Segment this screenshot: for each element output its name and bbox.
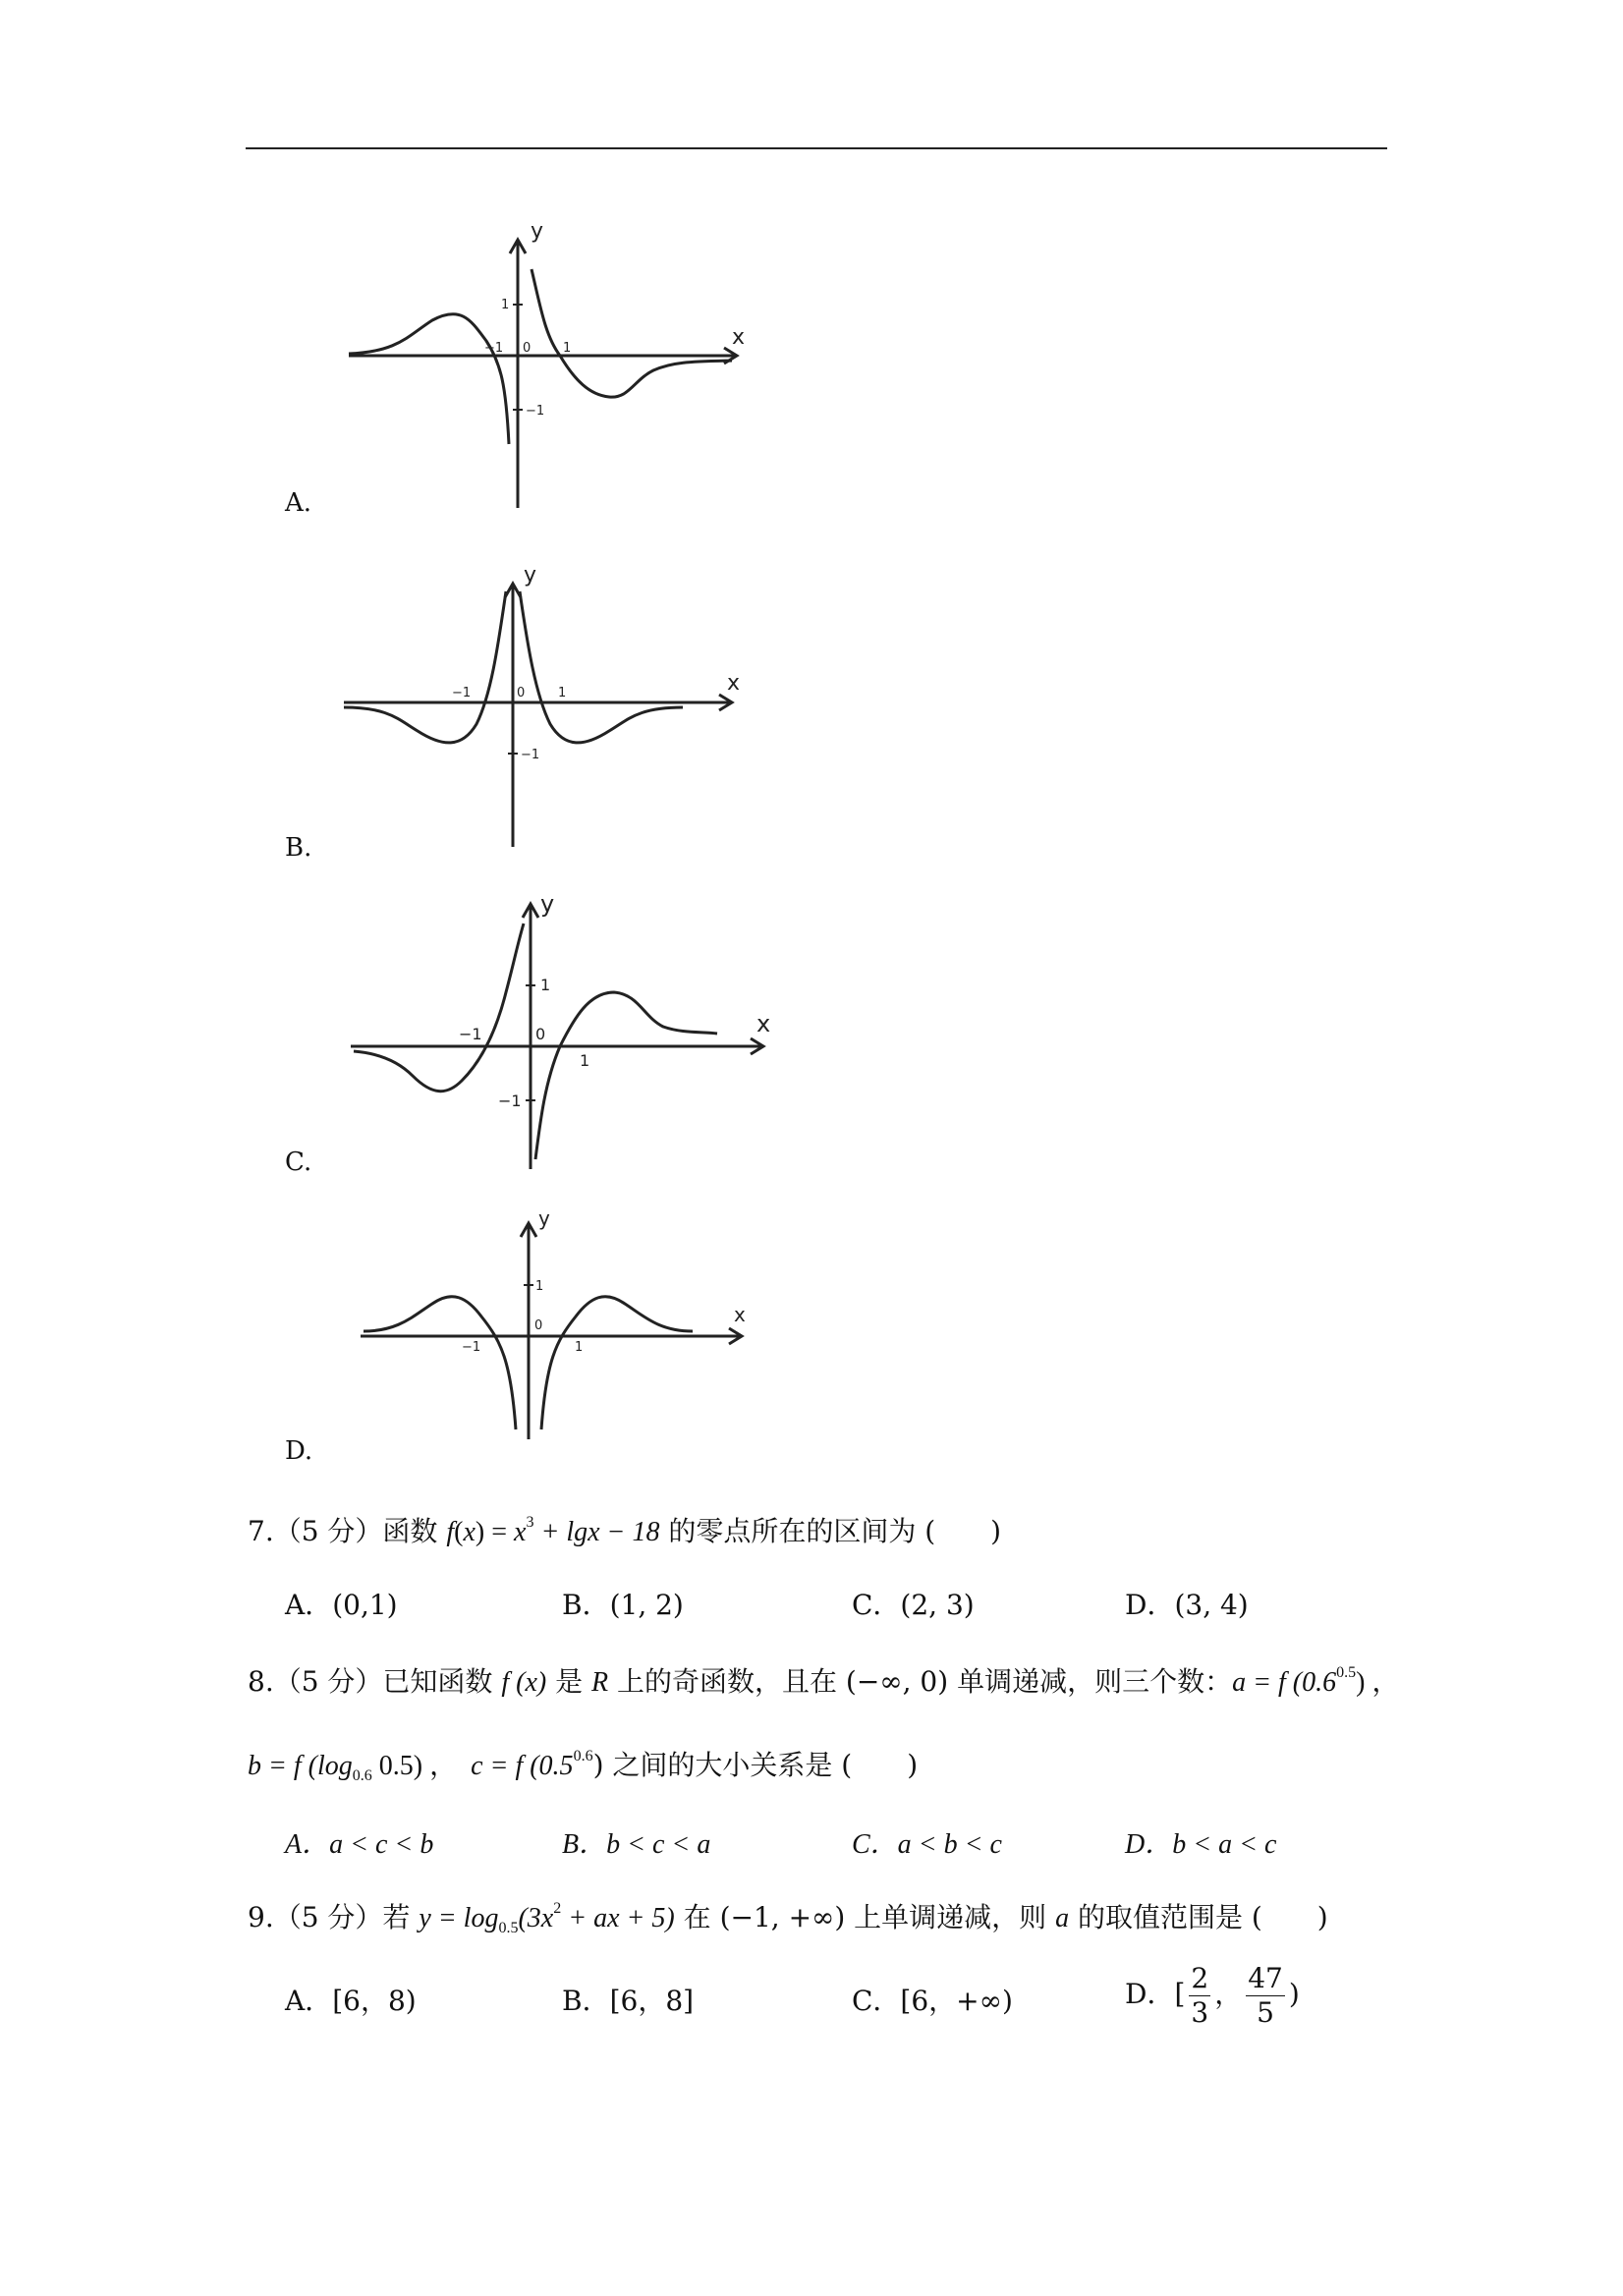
header-rule [246, 147, 1387, 149]
q9-y-def: y = log [419, 1903, 499, 1933]
option-d-label: D. [285, 1436, 313, 1466]
q9-choice-a[interactable]: A．[6，8) [285, 1985, 417, 2017]
q9-choice-d-close: ) [1288, 1978, 1300, 2010]
q9-log-base: 0.5 [498, 1920, 519, 1936]
question-8-line-1 [248, 1660, 1399, 1700]
q8-set-r: R [591, 1667, 609, 1698]
y-axis-label: y [524, 563, 537, 588]
origin-label: 0 [535, 1025, 546, 1043]
origin-label: 0 [517, 686, 526, 700]
tick-neg-one: −1 [462, 1340, 481, 1355]
q8-choice-d[interactable]: D．b < a < c [1125, 1829, 1277, 1860]
tick-neg-one: −1 [484, 341, 504, 356]
q7-choice-b[interactable]: B．(1, 2) [562, 1589, 684, 1621]
x-axis-label: x [734, 1303, 746, 1326]
q7-func: f [446, 1517, 455, 1547]
q8-func: f (x) [501, 1667, 547, 1698]
y-tick-one: 1 [535, 1279, 544, 1294]
q8-b-arg: 0.5) ， [371, 1751, 444, 1781]
q9-exponent: 2 [553, 1900, 562, 1917]
q7-choice-d[interactable]: D．(3, 4) [1125, 1589, 1249, 1621]
y-axis-label: y [540, 890, 555, 918]
q8-choice-c[interactable]: C．a < b < c [852, 1829, 1002, 1860]
tick-one: 1 [575, 1340, 584, 1355]
q7-var: x [463, 1517, 476, 1547]
q9-choice-d-label: D．[ [1125, 1978, 1186, 2010]
question-9 [248, 1896, 1328, 1935]
q8-text: 8.（5 分）已知函数 [248, 1665, 502, 1698]
q8-choice-b[interactable]: B．b < c < a [562, 1829, 711, 1860]
tick-one: 1 [558, 686, 567, 700]
y-tick-one: 1 [501, 298, 510, 312]
graph-option-a [339, 218, 752, 513]
tick-neg-one: −1 [452, 686, 472, 700]
q7-x: x [514, 1517, 527, 1547]
q8-c-def: c = f (0.5 [471, 1751, 574, 1781]
q9-text: 在 (−1, +∞) 上单调递减，则 [674, 1901, 1056, 1933]
y-tick-neg-one: −1 [498, 1092, 522, 1110]
graph-option-d [339, 1204, 771, 1449]
q8-text: 是 [546, 1665, 592, 1698]
q9-choice-d[interactable] [1125, 1962, 1300, 2030]
q9-choice-b[interactable]: B．[6，8] [562, 1985, 695, 2017]
graph-option-c [339, 884, 771, 1179]
tick-one: 1 [563, 341, 572, 356]
fraction-numerator: 47 [1248, 1962, 1283, 1994]
q8-a-exponent: 0.5 [1336, 1664, 1357, 1681]
graph-option-b [339, 562, 752, 857]
q9-suffix: 的取值范围是 ( ) [1069, 1901, 1328, 1933]
q7-paren-open: ( [454, 1517, 464, 1547]
y-tick-neg-one: −1 [521, 748, 540, 762]
q7-choice-c[interactable]: C．(2, 3) [852, 1589, 975, 1621]
tick-neg-one: −1 [459, 1025, 482, 1043]
q8-text: ) 之间的大小关系是 ( ) [592, 1749, 919, 1781]
q8-b-log-base: 0.6 [352, 1767, 372, 1784]
q8-b-def: b = f (log [248, 1751, 353, 1781]
fraction-two-thirds [1189, 1962, 1210, 2030]
q7-eq: = [484, 1517, 515, 1547]
q7-choice-a[interactable]: A．(0,1) [285, 1589, 398, 1621]
origin-label: 0 [534, 1318, 543, 1333]
q7-paren-close: ) [475, 1517, 485, 1547]
option-b-label: B. [285, 833, 312, 863]
tick-one: 1 [580, 1051, 590, 1070]
q7-exponent: 3 [526, 1514, 534, 1531]
q9-arg-rest: + ax + 5) [561, 1903, 675, 1933]
option-c-label: C. [285, 1148, 312, 1177]
q9-prefix: 9.（5 分）若 [248, 1901, 420, 1933]
question-7 [248, 1510, 1001, 1549]
q9-choice-c[interactable]: C．[6，+∞) [852, 1985, 1013, 2017]
y-axis-label: y [538, 1206, 550, 1230]
fraction-47-fifths [1246, 1962, 1285, 2030]
q7-suffix: 的零点所在的区间为 ( ) [659, 1515, 1002, 1547]
fraction-denominator: 5 [1257, 1996, 1274, 2029]
q9-arg: (3x [518, 1903, 554, 1933]
fraction-numerator: 2 [1191, 1962, 1209, 1994]
y-axis-label: y [531, 219, 544, 244]
q8-text: 上的奇函数，且在 (−∞, 0) 单调递减，则三个数： [608, 1665, 1233, 1698]
origin-label: 0 [523, 341, 532, 356]
q7-rest: + lgx − 18 [533, 1517, 660, 1547]
q8-a-def: a = f (0.6 [1232, 1667, 1337, 1698]
q9-var-a: a [1055, 1903, 1070, 1933]
y-tick-neg-one: −1 [526, 404, 545, 419]
x-axis-label: x [732, 325, 746, 350]
fraction-denominator: 3 [1191, 1996, 1209, 2029]
q8-choice-a[interactable]: A．a < c < b [285, 1829, 434, 1860]
question-8-line-2 [248, 1744, 918, 1783]
y-tick-one: 1 [540, 976, 551, 994]
q8-text: ) ， [1356, 1667, 1400, 1698]
q9-choice-d-sep: ， [1214, 1978, 1243, 2010]
q7-prefix: 7.（5 分）函数 [248, 1515, 447, 1547]
x-axis-label: x [727, 671, 741, 696]
x-axis-label: x [756, 1010, 771, 1037]
option-a-label: A. [285, 488, 312, 518]
q8-c-exponent: 0.6 [573, 1748, 593, 1764]
